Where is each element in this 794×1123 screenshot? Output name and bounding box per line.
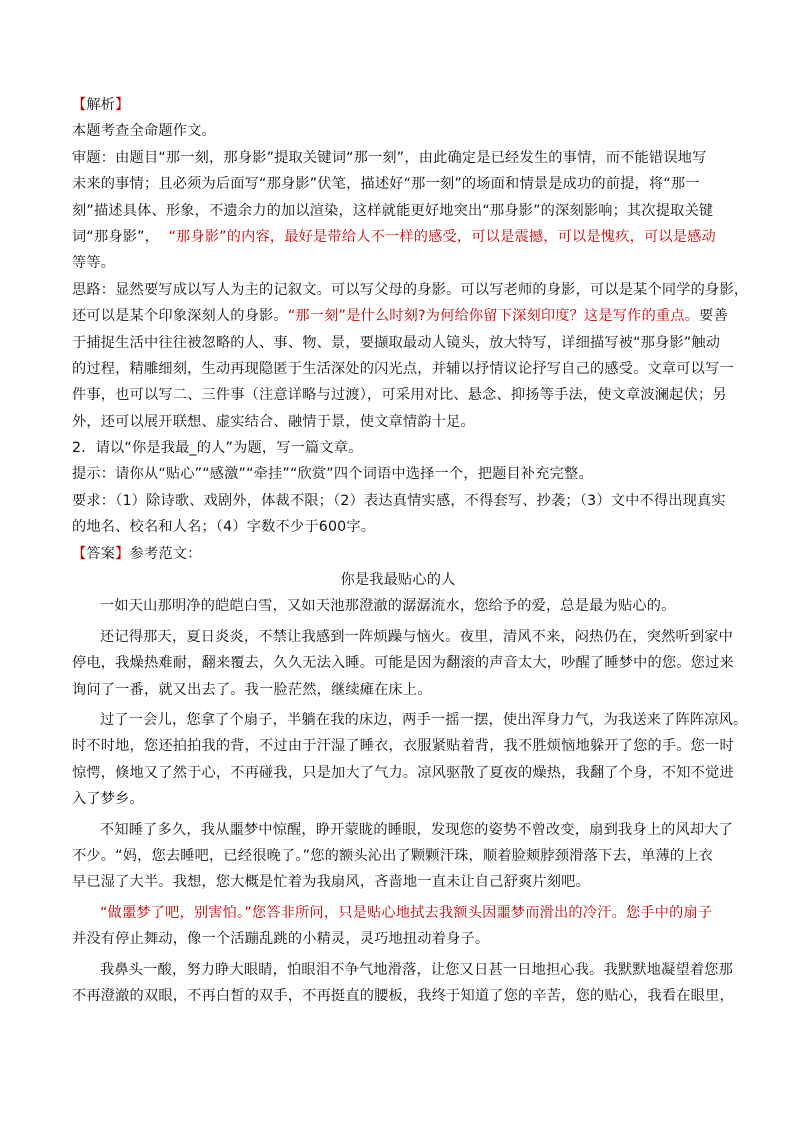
essay-line: 惊愕，倏地又了然于心，不再碰我，只是加大了气力。凉风驱散了夏夜的燥热，我翻了个身，不知不觉进 bbox=[72, 764, 734, 781]
thought-line: 于捕捉生活中往往被忽略的人、事、物、景，要撷取最动人镜头，放大特写，详细描写被“那身影”触动 bbox=[72, 334, 721, 351]
thought-line-black: 还可以是某个印象深刻人的身影。 bbox=[72, 308, 288, 325]
document-body bbox=[72, 92, 749, 1009]
essay-line: 早已湿了大半。我想，您大概是忙着为我扇风，吝啬地一直未让自己舒爽片刻吧。 bbox=[72, 874, 590, 891]
essay-title: 你是我最贴心的人 bbox=[340, 572, 456, 589]
question-line: 2．请以“你是我最_的人”为题，写一篇文章。 bbox=[72, 440, 363, 457]
audit-line: 刻”描述具体、形象，不遗余力的加以渲染，这样就能更好地突出“那身影”的深刻影响；其次提取关键 bbox=[72, 202, 714, 219]
essay-line: 不再澄澈的双眼，不再白皙的双手，不再挺直的腰板，我终于知道了您的辛苦，您的贴心，我看在眼里， bbox=[72, 987, 734, 1004]
audit-line-red: “那身影”的内容，最好是带给人不一样的感受，可以是震撼，可以是愧疚，可以是感动 bbox=[168, 228, 716, 245]
bracket-open: 【 bbox=[72, 545, 87, 562]
essay-paragraph-2: 还记得那天，夏日炎炎，不禁让我感到一阵烦躁与恼火。夜里，清风不来，闷热仍在，突然听到家中 bbox=[100, 628, 734, 645]
essay-paragraph-1: 一如天山那明净的皑皑白雪，又如天池那澄澈的潺潺流水，您给予的爱，总是最为贴心的。 bbox=[100, 598, 676, 615]
bracket-open: 【 bbox=[72, 97, 87, 113]
thought-line-tail: 要善 bbox=[699, 308, 728, 325]
question-requirement: 的地名、校名和人名；（4）字数不少于600字。 bbox=[72, 519, 376, 536]
thought-line: 的过程，精雕细刻，生动再现隐匿于生活深处的闪光点，并辅以抒情议论抒写自己的感受。文章可以写一 bbox=[72, 360, 734, 377]
audit-line: 审题：由题目“那一刻，那身影”提取关键词“那一刻”，由此确定是已经发生的事情，而不能错误地写 bbox=[72, 149, 707, 166]
thought-line: 思路：显然要写成以写人为主的记叙文。可以写父母的身影。可以写老师的身影，可以是某个同学的身影， bbox=[72, 281, 749, 298]
essay-line: 并没有停止舞动，像一个活蹦乱跳的小精灵，灵巧地扭动着身子。 bbox=[72, 931, 490, 948]
question-hint: 提示：请你从“贴心”“感激”“牵挂”“欣赏”四个词语中选择一个，把题目补充完整。 bbox=[72, 466, 593, 483]
bracket-close: 】 bbox=[115, 97, 130, 113]
essay-paragraph-4: 不知睡了多久，我从噩梦中惊醒，睁开蒙眬的睡眼，发现您的姿势不曾改变，扇到我身上的风却大了 bbox=[100, 821, 734, 838]
thought-line bbox=[72, 303, 728, 329]
answer-heading bbox=[72, 541, 724, 567]
essay-line: 时不时地，您还拍拍我的背，不过由于汗湿了睡衣，衣服紧贴着背，我不胜烦恼地躲开了您的手。您一时 bbox=[72, 738, 734, 755]
question-requirement: 要求：（1）除诗歌、戏剧外，体裁不限；（2）表达真情实感，不得套写、抄袭；（3）文中不得出现真实 bbox=[72, 492, 726, 509]
audit-line bbox=[72, 224, 724, 250]
audit-line-black: 词“那身影”， bbox=[72, 228, 160, 245]
analysis-intro: 本题考查全命题作文。 bbox=[72, 123, 216, 140]
thought-line-red: “那一刻”是什么时刻?为何给你留下深刻印度？这是写作的重点。 bbox=[287, 308, 700, 325]
audit-line: 未来的事情；且必须为后面写“那身影”伏笔，描述好“那一刻”的场面和情景是成功的前提，将“那一 bbox=[72, 176, 700, 193]
essay-line: 停电，我燥热难耐，翻来覆去，久久无法入睡。可能是因为翻滚的声音太大，吵醒了睡梦中的您。您过来 bbox=[72, 655, 734, 672]
essay-paragraph-6: 我鼻头一酸，努力睁大眼睛，怕眼泪不争气地滑落，让您又日甚一日地担心我。我默默地凝望着您那 bbox=[100, 961, 734, 978]
essay-line: 入了梦乡。 bbox=[72, 791, 144, 808]
essay-paragraph-5: “做噩梦了吧，别害怕。”您答非所问，只是贴心地拭去我额头因噩梦而滑出的冷汗。您手中的扇子 bbox=[100, 904, 713, 921]
analysis-heading bbox=[72, 92, 724, 118]
audit-line: 等等。 bbox=[72, 255, 116, 272]
essay-line: 询问了一番，就又出去了。我一脸茫然，继续瘫在床上。 bbox=[72, 681, 432, 698]
thought-line: 件事，也可以写二、三件事（注意详略与过渡），可采用对比、悬念、抑扬等手法，使文章波澜起伏；另 bbox=[72, 387, 727, 404]
analysis-label: 解析 bbox=[86, 97, 116, 113]
bracket-close: 】 bbox=[115, 545, 130, 562]
thought-line: 外，还可以展开联想、虚实结合、融情于景，使文章情韵十足。 bbox=[72, 413, 475, 430]
essay-paragraph-3: 过了一会儿，您拿了个扇子，半躺在我的床边，两手一摇一摆，使出浑身力气，为我送来了阵阵凉风。 bbox=[100, 711, 748, 728]
essay-line: 不少。“妈，您去睡吧，已经很晚了。”您的额头沁出了颗颗汗珠，顺着脸颊脖颈滑落下去，单薄的上衣 bbox=[72, 847, 714, 864]
answer-label: 答案 bbox=[86, 545, 116, 562]
answer-suffix: 参考范文： bbox=[129, 545, 202, 562]
